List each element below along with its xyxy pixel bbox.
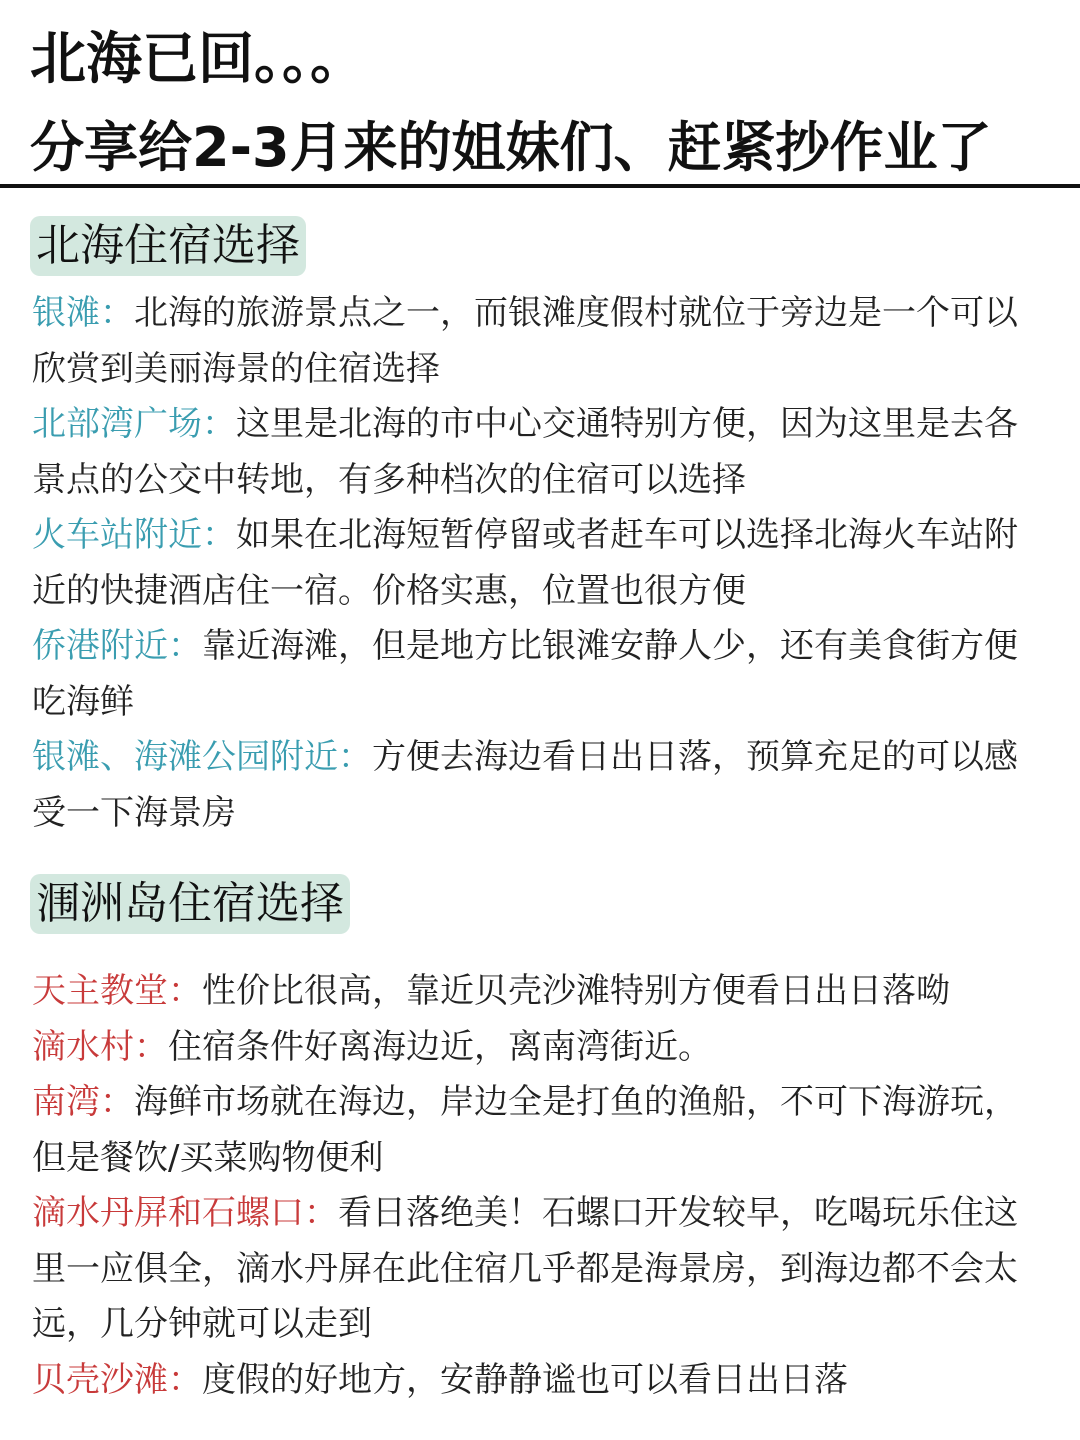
entry-text: 度假的好地方，安静静谧也可以看日出日落 bbox=[202, 1359, 848, 1400]
entry-label: 侨港附近： bbox=[32, 626, 202, 666]
section-heading-weizhou: 涠洲岛住宿选择 bbox=[30, 874, 350, 934]
entry-label: 天主教堂： bbox=[32, 971, 202, 1011]
entry-shell-beach bbox=[32, 1353, 1048, 1409]
entry-qiaogang bbox=[32, 619, 1048, 730]
entry-text: 靠近海滩，但是地方比银滩安静人少，还有美食街方便吃海鲜 bbox=[32, 626, 1018, 722]
entry-text: 这里是北海的市中心交通特别方便，因为这里是去各景点的公交中转地，有多种档次的住宿可以选择 bbox=[32, 404, 1018, 500]
page-title-line-1: 北海已回。。。 bbox=[30, 27, 366, 92]
entry-text: 如果在北海短暂停留或者赶车可以选择北海火车站附近的快捷酒店住一宿。价格实惠，位置也很方便 bbox=[32, 515, 1018, 611]
entry-label: 北部湾广场： bbox=[32, 404, 236, 444]
page-title-line-2: 分享给2-3月来的姐妹们、赶紧抄作业了 bbox=[30, 116, 992, 179]
entry-text: 方便去海边看日出日落，预算充足的可以感受一下海景房 bbox=[32, 737, 1018, 833]
entry-text: 性价比很高，靠近贝壳沙滩特别方便看日出日落呦 bbox=[202, 971, 950, 1011]
entry-dishui-village bbox=[32, 1020, 1048, 1076]
entry-label: 银滩、海滩公园附近： bbox=[32, 737, 372, 777]
entry-train-station bbox=[32, 508, 1048, 619]
entry-catholic-church bbox=[32, 964, 1048, 1020]
entry-text: 北海的旅游景点之一，而银滩度假村就位于旁边是一个可以欣赏到美丽海景的住宿选择 bbox=[32, 293, 1018, 389]
entry-dishui-danping bbox=[32, 1186, 1048, 1353]
weizhou-entries bbox=[32, 964, 1048, 1408]
section-heading-beihai: 北海住宿选择 bbox=[30, 216, 306, 276]
entry-text: 住宿条件好离海边近，离南湾街近。 bbox=[168, 1026, 712, 1067]
entry-label: 银滩： bbox=[32, 293, 134, 333]
entry-label: 火车站附近： bbox=[32, 515, 236, 555]
entry-text: 海鲜市场就在海边，岸边全是打鱼的渔船，不可下海游玩，但是餐饮/买菜购物便利 bbox=[32, 1082, 1018, 1178]
title-divider bbox=[0, 184, 1080, 188]
entry-beibuwan-square bbox=[32, 397, 1048, 508]
entry-label: 滴水丹屏和石螺口： bbox=[32, 1193, 338, 1233]
entry-text: 看日落绝美！石螺口开发较早，吃喝玩乐住这里一应俱全，滴水丹屏在此住宿几乎都是海景房，到海边都不会太远，几分钟就可以走到 bbox=[32, 1193, 1018, 1344]
entry-nanwan bbox=[32, 1075, 1048, 1186]
entry-label: 南湾： bbox=[32, 1082, 134, 1122]
entry-beach-park bbox=[32, 730, 1048, 841]
entry-label: 贝壳沙滩： bbox=[32, 1359, 202, 1400]
entry-label: 滴水村： bbox=[32, 1026, 168, 1067]
entry-yintan bbox=[32, 286, 1048, 397]
beihai-entries bbox=[32, 286, 1048, 841]
